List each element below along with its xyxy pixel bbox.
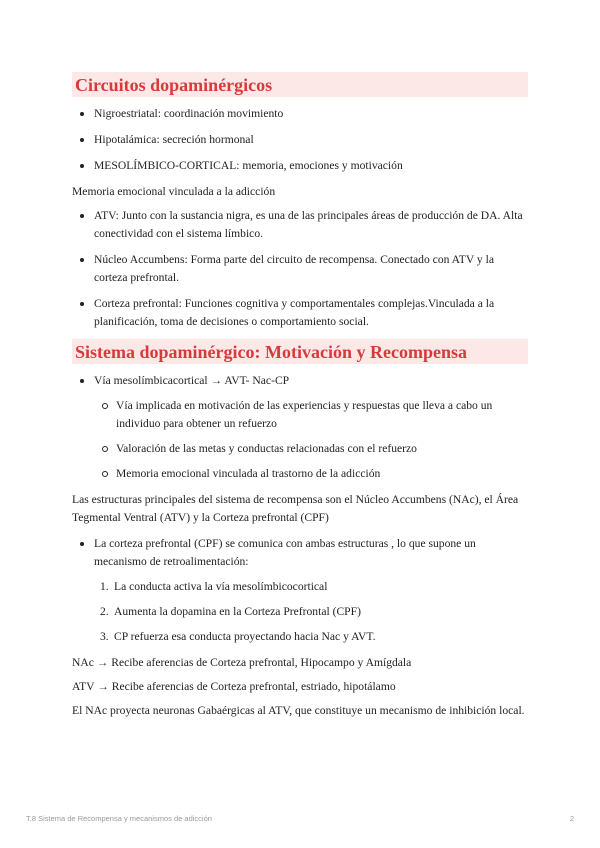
list-item: Nigroestriatal: coordinación movimiento [72,105,528,123]
circuits-list [72,105,528,175]
numbered-item [72,603,528,621]
item-number: 1. [100,580,109,593]
document-page [72,72,528,726]
page-footer [26,810,574,828]
list-item: Corteza prefrontal: Funciones cognitiva y comportamentales complejas.Vinculada a la planificación, toma de decisiones o comportamiento social. [72,295,528,331]
numbered-item [72,578,528,596]
structures-list [72,207,528,331]
pathway-list [72,372,528,483]
sub-list-item: Vía implicada en motivación de las experiencias y respuestas que lleva a cabo un individuo para obtener un refuerzo [94,397,528,433]
cpf-list [72,535,528,571]
paragraph-atv: ATV → Recibe aferencias de Corteza prefrontal, estriado, hipotálamo [72,680,396,693]
sub-list-item: Memoria emocional vinculada al trastorno de la adicción [94,465,528,483]
page-number: 2 [569,814,574,823]
item-number: 2. [100,605,109,618]
cpf-text: La corteza prefrontal (CPF) se comunica con ambas estructuras , lo que supone un mecanismo de retroalimentación: [94,537,476,568]
paragraph-memoria: Memoria emocional vinculada a la adicción [72,185,276,198]
numbered-item [72,628,528,646]
feedback-steps [72,578,528,646]
list-item [72,372,528,483]
item-number: 3. [100,630,109,643]
list-item: MESOLÍMBICO-CORTICAL: memoria, emociones y motivación [72,157,528,175]
item-text: La conducta activa la vía mesolímbicocortical [114,580,328,593]
section-heading-sistema: Sistema dopaminérgico: Motivación y Recompensa [72,339,528,364]
paragraph-estructuras: Las estructuras principales del sistema de recompensa son el Núcleo Accumbens (NAc), el Área Tegmental Ventral (ATV) y la Corteza prefrontal (CPF) [72,493,519,524]
list-item: ATV: Junto con la sustancia nigra, es una de las principales áreas de producción de DA. Alta conectividad con el sistema límbico. [72,207,528,243]
paragraph-final: El NAc proyecta neuronas Gabaérgicas al ATV, que constituye un mecanismo de inhibición local. [72,704,525,717]
section-heading-circuitos: Circuitos dopaminérgicos [72,72,528,97]
footer-title: T.8 Sistema de Recompensa y mecanismos de adicción [26,814,212,823]
list-item [72,535,528,571]
pathway-sub-list [94,397,528,483]
item-text: Aumenta la dopamina en la Corteza Prefrontal (CPF) [114,605,361,618]
paragraph-nac: NAc → Recibe aferencias de Corteza prefrontal, Hipocampo y Amígdala [72,656,412,669]
list-item: Núcleo Accumbens: Forma parte del circuito de recompensa. Conectado con ATV y la corteza prefrontal. [72,251,528,287]
sub-list-item: Valoración de las metas y conductas relacionadas con el refuerzo [94,440,528,458]
pathway-main-text: Vía mesolímbicacortical → AVT- Nac-CP [94,374,290,387]
list-item: Hipotalámica: secreción hormonal [72,131,528,149]
item-text: CP refuerza esa conducta proyectando hacia Nac y AVT. [114,630,376,643]
